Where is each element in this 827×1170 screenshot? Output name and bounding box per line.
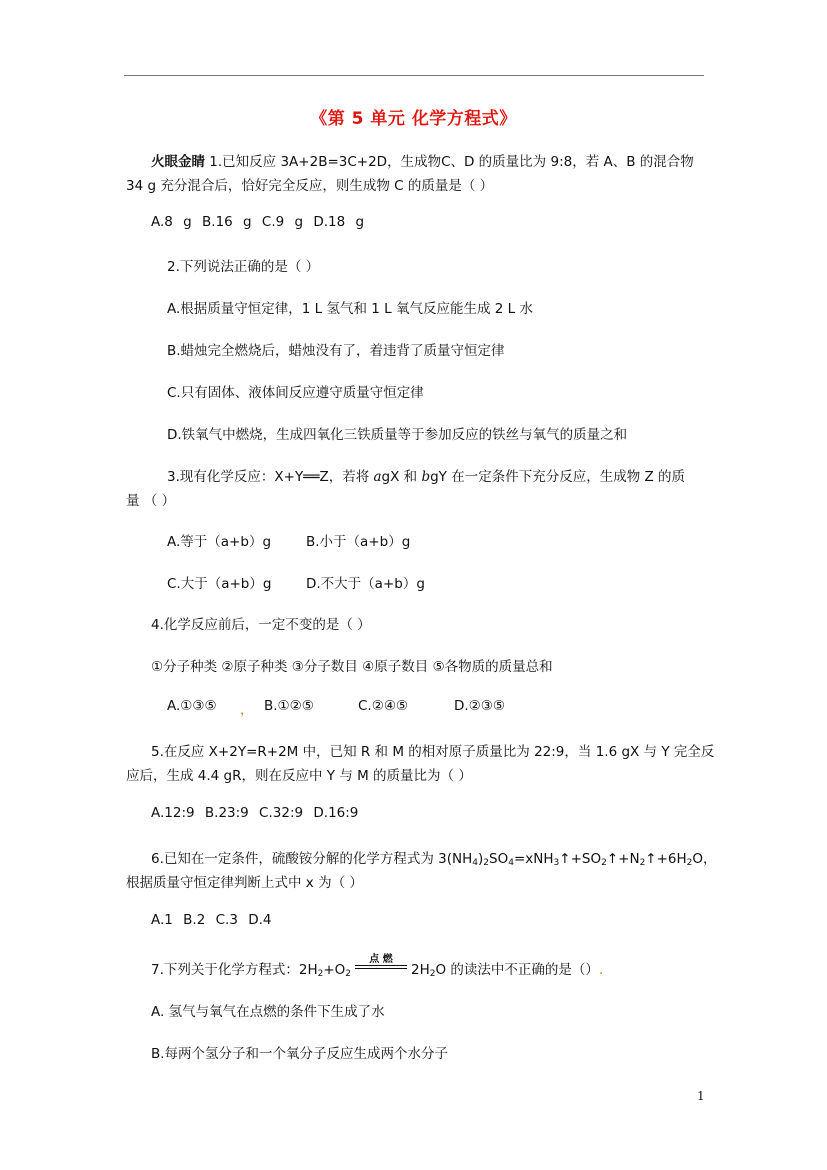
question-4-items: ①分子种类 ②原子种类 ③分子数目 ④原子数目 ⑤各物质的质量总和 xyxy=(151,659,553,675)
reaction-condition-arrow: 点 燃 xyxy=(355,960,407,974)
question-3-option-c: C.大于（a+b）g xyxy=(167,576,272,592)
section-label: 火眼金睛 xyxy=(151,154,205,170)
question-7-option-b: B.每两个氢分子和一个氧分子反应生成两个水分子 xyxy=(151,1046,449,1062)
question-2-stem: 2.下列说法正确的是（ ） xyxy=(167,259,320,275)
question-6-line-2: 根据质量守恒定律判断上式中 x 为（ ） xyxy=(126,875,363,891)
question-3-option-a: A.等于（a+b）g xyxy=(167,534,272,550)
question-3-option-b: B.小于（a+b）g xyxy=(306,534,411,550)
question-2-option-c: C.只有固体、液体间反应遵守质量守恒定律 xyxy=(167,385,424,401)
question-7-stem: 7.下列关于化学方程式：$2H_2+O_2$ 点 燃 $2H_2O$ 的读法中不正确的是（）. xyxy=(151,954,604,979)
question-6-options: A.1 B.2 C.3 D.4 xyxy=(151,912,272,928)
question-4-stem: 4.化学反应前后，一定不变的是（ ） xyxy=(151,617,371,633)
question-3-line-2: 量 （ ） xyxy=(126,493,176,509)
question-4-option-d: D.②③⑤ xyxy=(454,698,505,714)
question-2-option-d: D.铁氧气中燃烧，生成四氧化三铁质量等于参加反应的铁丝与氧气的质量之和 xyxy=(167,427,628,443)
question-6-line-1: 6.已知在一定条件，硫酸铵分解的化学方程式为 $3(NH_4)_2SO_4=xNH_3↑+SO_2↑+N_2↑+6H_2O$， xyxy=(151,851,717,868)
question-4-option-b: B.①②⑤ xyxy=(264,698,314,714)
question-5-options: A.12:9 B.23:9 C.32:9 D.16:9 xyxy=(151,805,359,821)
question-2-option-b: B.蜡烛完全燃烧后，蜡烛没有了，着违背了质量守恒定律 xyxy=(167,343,505,359)
question-5-line-1: 5.在反应 X+2Y=R+2M 中，已知 R 和 M 的相对原子质量比为 22:9，当 1.6 gX 与 Y 完全反 xyxy=(151,744,715,760)
question-2-option-a: A.根据质量守恒定律，1 L 氢气和 1 L 氧气反应能生成 2 L 水 xyxy=(167,301,533,317)
question-4-option-c: C.②④⑤ xyxy=(358,698,409,714)
question-7-option-a: A. 氢气与氧气在点燃的条件下生成了水 xyxy=(151,1004,385,1020)
question-1-line-2: 34 g 充分混合后，恰好完全反应，则生成物 C 的质量是（ ） xyxy=(126,178,494,194)
header-rule xyxy=(124,75,704,76)
question-4-mark: ， xyxy=(240,702,254,718)
page-title: 《第 5 单元 化学方程式》 xyxy=(310,109,517,129)
question-1-options: A.8 g B.16 g C.9 g D.18 g xyxy=(151,214,365,230)
question-4-option-a: A.①③⑤ xyxy=(167,698,217,714)
question-1-line-1: 火眼金睛 1.已知反应 3A+2B=3C+2D，生成物C、D 的质量比为 9:8，若 A、B 的混合物 xyxy=(151,154,694,170)
page-number: 1 xyxy=(697,1089,705,1103)
question-3-option-d: D.不大于（a+b）g xyxy=(306,576,425,592)
question-3-stem: 3.现有化学反应：X+Y══Z，若将 agX 和 bgY 在一定条件下充分反应，生成物 Z 的质 xyxy=(167,469,686,485)
question-5-line-2: 应后，生成 4.4 gR，则在反应中 Y 与 M 的质量比为（ ） xyxy=(126,768,472,784)
